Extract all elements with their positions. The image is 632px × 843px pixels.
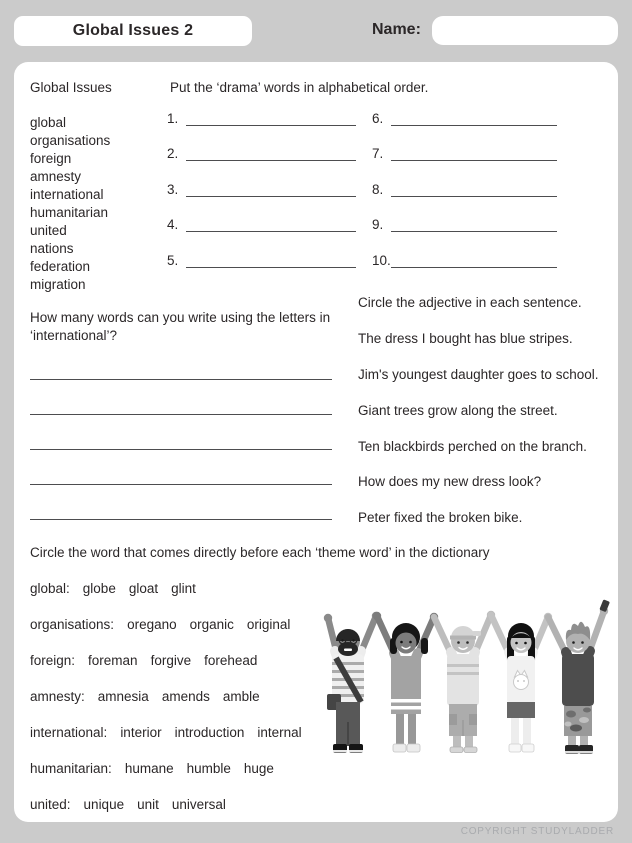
choice-word: globe bbox=[82, 581, 116, 596]
sentence: Jim's youngest daughter goes to school. bbox=[358, 367, 599, 382]
answer-line bbox=[391, 214, 557, 232]
sentence: Ten blackbirds perched on the branch. bbox=[358, 439, 587, 454]
word-list-item: foreign bbox=[30, 151, 72, 166]
name-label: Name: bbox=[372, 21, 421, 38]
answer-row-2 bbox=[167, 144, 356, 161]
answer-line bbox=[186, 250, 356, 268]
answer-row-5 bbox=[167, 251, 356, 268]
word-list-item: amnesty bbox=[30, 169, 82, 184]
choice-word: original bbox=[246, 617, 291, 632]
answer-row-3 bbox=[167, 180, 356, 197]
choice-word: huge bbox=[243, 761, 274, 776]
answer-number: 7. bbox=[372, 146, 384, 161]
answer-number: 9. bbox=[372, 217, 384, 232]
answer-number: 6. bbox=[372, 111, 384, 126]
choice-word: unique bbox=[83, 797, 125, 812]
dictionary-row bbox=[30, 688, 260, 706]
answer-line bbox=[391, 250, 557, 268]
dictionary-row bbox=[30, 724, 302, 742]
writing-line bbox=[30, 414, 332, 415]
word-list-item: organisations bbox=[30, 133, 111, 148]
sentence: How does my new dress look? bbox=[358, 474, 542, 489]
writing-line bbox=[30, 519, 332, 520]
answer-number: 5. bbox=[167, 253, 179, 268]
word-list-item: migration bbox=[30, 277, 86, 292]
dictionary-row bbox=[30, 580, 196, 598]
theme-word: organisations: bbox=[30, 617, 115, 632]
dictionary-row bbox=[30, 652, 257, 670]
choice-word: humane bbox=[124, 761, 174, 776]
word-list-item: humanitarian bbox=[30, 205, 109, 220]
answer-line bbox=[391, 179, 557, 197]
choice-word: amble bbox=[222, 689, 260, 704]
dictionary-row bbox=[30, 796, 226, 814]
answer-number: 10. bbox=[372, 253, 391, 268]
answer-line bbox=[186, 179, 356, 197]
choice-word: unit bbox=[137, 797, 159, 812]
copyright-notice: COPYRIGHT STUDYLADDER bbox=[460, 826, 614, 837]
choice-word: forgive bbox=[150, 653, 192, 668]
sentence: Giant trees grow along the street. bbox=[358, 403, 558, 418]
sentence: The dress I bought has blue stripes. bbox=[358, 331, 573, 346]
choice-word: universal bbox=[171, 797, 226, 812]
answer-number: 1. bbox=[167, 111, 179, 126]
choice-word: amends bbox=[161, 689, 210, 704]
choice-word: foreman bbox=[88, 653, 138, 668]
theme-word: global: bbox=[30, 581, 70, 596]
letters-task-instruction: How many words can you write using the letters in ‘international’? bbox=[30, 310, 331, 343]
choice-word: glint bbox=[171, 581, 196, 596]
choice-word: introduction bbox=[174, 725, 245, 740]
word-list-heading: Global Issues bbox=[30, 80, 112, 95]
choice-word: internal bbox=[257, 725, 302, 740]
word-list-item: global bbox=[30, 115, 67, 130]
worksheet-title-box bbox=[14, 16, 252, 46]
answer-line bbox=[186, 143, 356, 161]
answer-line bbox=[391, 143, 557, 161]
answer-line bbox=[391, 108, 557, 126]
answer-row-9 bbox=[372, 215, 557, 232]
word-list-item: united bbox=[30, 223, 67, 238]
writing-line bbox=[30, 484, 332, 485]
choice-word: amnesia bbox=[97, 689, 149, 704]
children-illustration bbox=[321, 596, 619, 760]
choice-word: gloat bbox=[128, 581, 159, 596]
answer-row-7 bbox=[372, 144, 557, 161]
word-list-item: federation bbox=[30, 259, 91, 274]
name-input[interactable] bbox=[432, 16, 618, 45]
adjective-task-instruction: Circle the adjective in each sentence. bbox=[358, 295, 582, 310]
choice-word: oregano bbox=[127, 617, 177, 632]
alphabetical-instruction: Put the ‘drama’ words in alphabetical order. bbox=[170, 80, 429, 95]
worksheet-title: Global Issues 2 bbox=[72, 22, 194, 39]
answer-line bbox=[186, 108, 356, 126]
answer-row-6 bbox=[372, 109, 557, 126]
answer-row-1 bbox=[167, 109, 356, 126]
answer-row-4 bbox=[167, 215, 356, 232]
answer-line bbox=[186, 214, 356, 232]
theme-word: humanitarian: bbox=[30, 761, 112, 776]
word-list-item: international bbox=[30, 187, 104, 202]
dictionary-task-instruction: Circle the word that comes directly before each ‘theme word’ in the dictionary bbox=[30, 545, 490, 560]
answer-number: 2. bbox=[167, 146, 179, 161]
sentence: Peter fixed the broken bike. bbox=[358, 510, 523, 525]
answer-row-8 bbox=[372, 180, 557, 197]
writing-line bbox=[30, 449, 332, 450]
dictionary-row bbox=[30, 616, 290, 634]
choice-word: organic bbox=[189, 617, 234, 632]
theme-word: amnesty: bbox=[30, 689, 85, 704]
dictionary-row bbox=[30, 760, 274, 778]
worksheet-panel bbox=[14, 62, 618, 822]
choice-word: forehead bbox=[204, 653, 258, 668]
answer-number: 8. bbox=[372, 182, 384, 197]
answer-row-10 bbox=[372, 251, 557, 268]
answer-number: 3. bbox=[167, 182, 179, 197]
writing-line bbox=[30, 379, 332, 380]
theme-word: foreign: bbox=[30, 653, 76, 668]
choice-word: humble bbox=[186, 761, 231, 776]
choice-word: interior bbox=[120, 725, 162, 740]
theme-word: united: bbox=[30, 797, 71, 812]
answer-number: 4. bbox=[167, 217, 179, 232]
word-list bbox=[30, 114, 110, 294]
word-list-item: nations bbox=[30, 241, 74, 256]
theme-word: international: bbox=[30, 725, 108, 740]
